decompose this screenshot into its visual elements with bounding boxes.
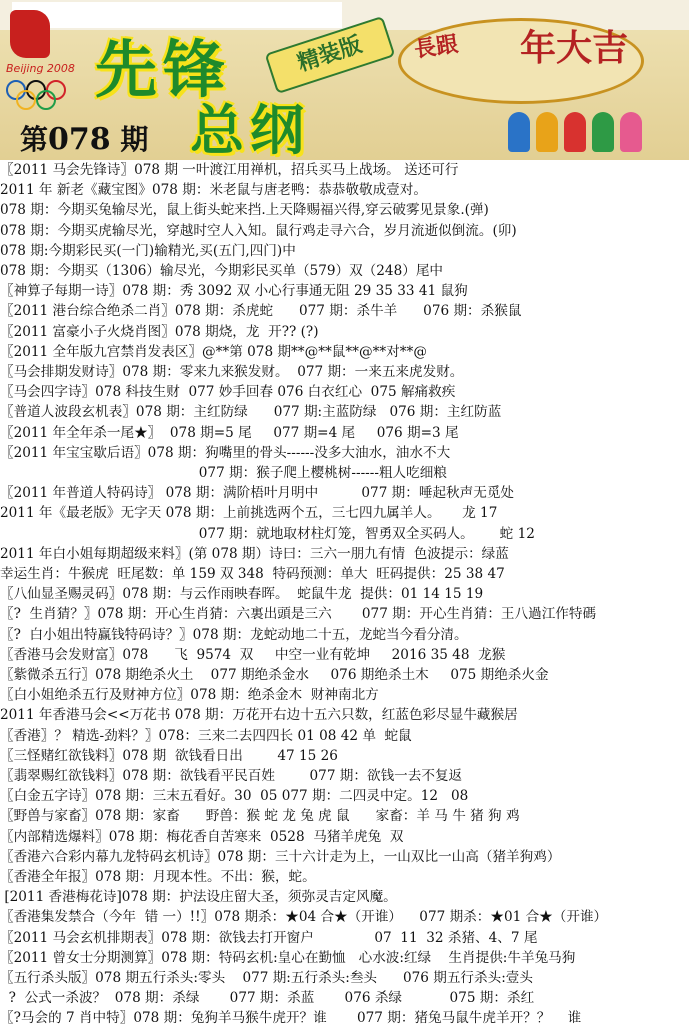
forecast-line: 〖2011 年普道人特码诗〗 078 期：满阶梧叶月明中 077 期：唾起秋声无觅处 bbox=[0, 485, 515, 502]
forecast-line: 2011 年《最老版》无字天 078 期：上前挑选两个五，三七四九属羊人。 龙 17 bbox=[0, 505, 498, 522]
forecast-line: 〖紫微杀五行〗078 期绝杀火土 077 期绝杀金水 076 期绝杀土木 075 期绝杀火金 bbox=[0, 667, 549, 683]
forecast-line: 078 期：今期买兔输尽光，鼠上街头蛇来挡.上天降赐福兴得,穿云破雾见景象.(弹) bbox=[0, 202, 489, 219]
forecast-line: 〖2011 马会先锋诗〗078 期 一叶渡江用禅机，招兵买马上战场。 送还可行 bbox=[0, 162, 459, 178]
forecast-line: 〖2011 港台综合绝杀二肖〗078 期：杀虎蛇 077 期：杀牛羊 076 期：杀猴鼠 bbox=[0, 303, 522, 320]
forecast-line: 〖马会排期发财诗〗078 期：零来九来猴发财。 077 期：一来五来虎发财。 bbox=[0, 364, 464, 380]
forecast-line: 〖五行杀头版〗078 期五行杀头:零头 077 期:五行杀头:叁头 076 期五行杀头:壹头 bbox=[0, 970, 533, 986]
issue-suffix: 期 bbox=[120, 123, 149, 156]
forecast-line: 〖内部精选爆料〗078 期：梅花香自苦寒来 0528 马猪羊虎兔 双 bbox=[0, 828, 404, 845]
banner-title-sub: 总纲 bbox=[190, 99, 310, 160]
slogan-left: 長跟 bbox=[412, 32, 460, 63]
forecast-line: 077 期：就地取材柱灯笼，智勇双全买码人。 蛇 12 bbox=[0, 525, 535, 542]
beijing-2008-emblem-icon bbox=[10, 10, 50, 58]
issue-prefix: 第 bbox=[20, 123, 49, 156]
header-banner bbox=[0, 0, 689, 160]
forecast-line: 077 期：猴子爬上樱桃树------粗人吃细粮 bbox=[0, 465, 447, 481]
edition-badge: 精装版 bbox=[265, 16, 396, 94]
forecast-line: 078 期：今期买虎输尽光，穿越时空人入知。鼠行鸡走寻六合，岁月流逝似倒流。(卯) bbox=[0, 222, 517, 239]
forecast-line: 幸运生肖：牛猴虎 旺尾数：单 159 双 348 特码预测：单大 旺码提供：25 38 47 bbox=[0, 566, 505, 582]
forecast-line: 〖马会四字诗〗078 科技生财 077 妙手回春 076 白衣红心 075 解痛救疾 bbox=[0, 384, 456, 401]
forecast-line: 〖? 白小姐出特赢钱特码诗？〗078 期：龙蛇动地二十五，龙蛇当今看分清。 bbox=[0, 626, 468, 643]
beijing-2008-logo bbox=[6, 10, 81, 115]
forecast-line: 〖香港马会发财富〗078 飞 9574 双 中空一业有乾坤 2016 35 48 龙猴 bbox=[0, 646, 506, 663]
forecast-line: 〖野兽与家畜〗078 期：家畜 野兽：猴 蛇 龙 兔 虎 鼠 家畜：羊 马 牛 猪 狗 鸡 bbox=[0, 808, 520, 825]
forecast-line: 2011 年 新老《藏宝图》078 期：米老鼠与唐老鸭：恭恭敬敬成壹对。 bbox=[0, 182, 427, 199]
forecast-line: 〖2011 年宝宝歇后语〗078 期：狗嘴里的骨头------没多大油水，油水不大 bbox=[0, 444, 451, 461]
slogan-right: 年大吉 bbox=[520, 27, 629, 69]
beijing-caption: Beijing 2008 bbox=[6, 62, 75, 75]
forecast-line: 078 期:今期彩民买(一门)输精光,买(五门,四门)中 bbox=[0, 242, 296, 259]
forecast-line: 〖香港全年报〗078 期：月现本性。不出：猴，蛇。 bbox=[0, 869, 316, 885]
forecast-line: 〖2011 全年版九宫禁肖发表区〗@**第 078 期**@**鼠**@**对**@ bbox=[0, 343, 427, 360]
issue-number: 078 bbox=[48, 122, 111, 157]
forecast-line: 〖三怪赌红欲钱料〗078 期 欲钱看日出 47 15 26 bbox=[0, 747, 338, 764]
banner-title-main: 先锋 bbox=[95, 33, 232, 106]
forecast-line: 〖白小姐绝杀五行及财神方位〗078 期：绝杀金木 财神南北方 bbox=[0, 687, 379, 704]
forecast-line: 〖2011 富豪小子火烧肖图〗078 期烧，龙 开?? (?) bbox=[0, 323, 319, 340]
forecast-line: 078 期：今期买（1306）输尽光，今期彩民买单（579）双（248）尾中 bbox=[0, 263, 444, 279]
forecast-line: ? 公式一杀波？ 078 期：杀绿 077 期：杀蓝 076 杀绿 075 期：杀红 bbox=[0, 990, 535, 1007]
issue-number-label bbox=[20, 118, 148, 158]
forecast-line: 〖2011 年全年杀一尾★〗 078 期=5 尾 077 期=4 尾 076 期=3 尾 bbox=[0, 424, 459, 441]
forecast-line: 2011 年香港马会<<万花书 078 期：万花开右边十五六只数，红蓝色彩尽显牛藏猴居 bbox=[0, 707, 518, 724]
forecast-line: 〖白金五字诗〗078 期：三末五看好。30 05 077 期：二四灵中定。12 08 bbox=[0, 788, 469, 805]
forecast-line: 〖神算子每期一诗〗078 期：秀 3092 双 小心行事通无阻 29 35 33 41 鼠狗 bbox=[0, 283, 468, 300]
forecast-line: 〖翡翠赐红欲钱料〗078 期：欲钱看平民百姓 077 期：欲钱一去不复返 bbox=[0, 768, 463, 784]
forecast-line: 〖? 生肖猜？〗078 期：开心生肖猜：六裏出頭是三六 077 期：开心生肖猜：王八過江作特碼 bbox=[0, 606, 597, 623]
forecast-line: 〖?马会的 7 肖中特〗078 期：兔狗羊马猴牛虎开？谁 077 期：猪兔马鼠牛虎羊开？？ 谁 bbox=[0, 1010, 582, 1027]
forecast-line: 〖八仙显圣赐灵码〗078 期：与云作雨映春晖。 蛇鼠牛龙 提供：01 14 15 19 bbox=[0, 586, 484, 603]
forecast-line: 〖香港六合彩内幕九龙特码玄机诗〗078 期：三十六计走为上，一山双比一山高（猪羊狗鸡） bbox=[0, 848, 561, 865]
forecast-line: 〖2011 马会玄机排期表〗078 期：欲钱去打开窗户 07 11 32 杀猪、4、7 尾 bbox=[0, 929, 538, 946]
forecast-line: 〖香港〗？ 精选-劲料？〗078：三来二去四四长 01 08 42 单 蛇鼠 bbox=[0, 727, 412, 744]
forecast-line: [2011 香港梅花诗]078 期：护法设庄留大圣，须弥灵吉定风魔。 bbox=[0, 889, 397, 906]
forecast-line: 2011 年白小姐每期超级来料〗(第 078 期）诗曰：三六一朋九有情 色波提示：绿蓝 bbox=[0, 545, 509, 562]
forecast-line: 〖香港集发禁合（今年 错 一）!!〗078 期杀：★04 合★（开谁） 077 期杀：★01 合★（开谁） bbox=[0, 909, 608, 926]
forecast-line: 〖2011 曾女士分期测算〗078 期：特码玄机:皇心在勤恤 心水波:红绿 生肖提供:牛羊兔马狗 bbox=[0, 949, 576, 966]
forecast-line: 〖普道人波段玄机表〗078 期：主红防绿 077 期:主蓝防绿 076 期：主红防蓝 bbox=[0, 404, 502, 421]
